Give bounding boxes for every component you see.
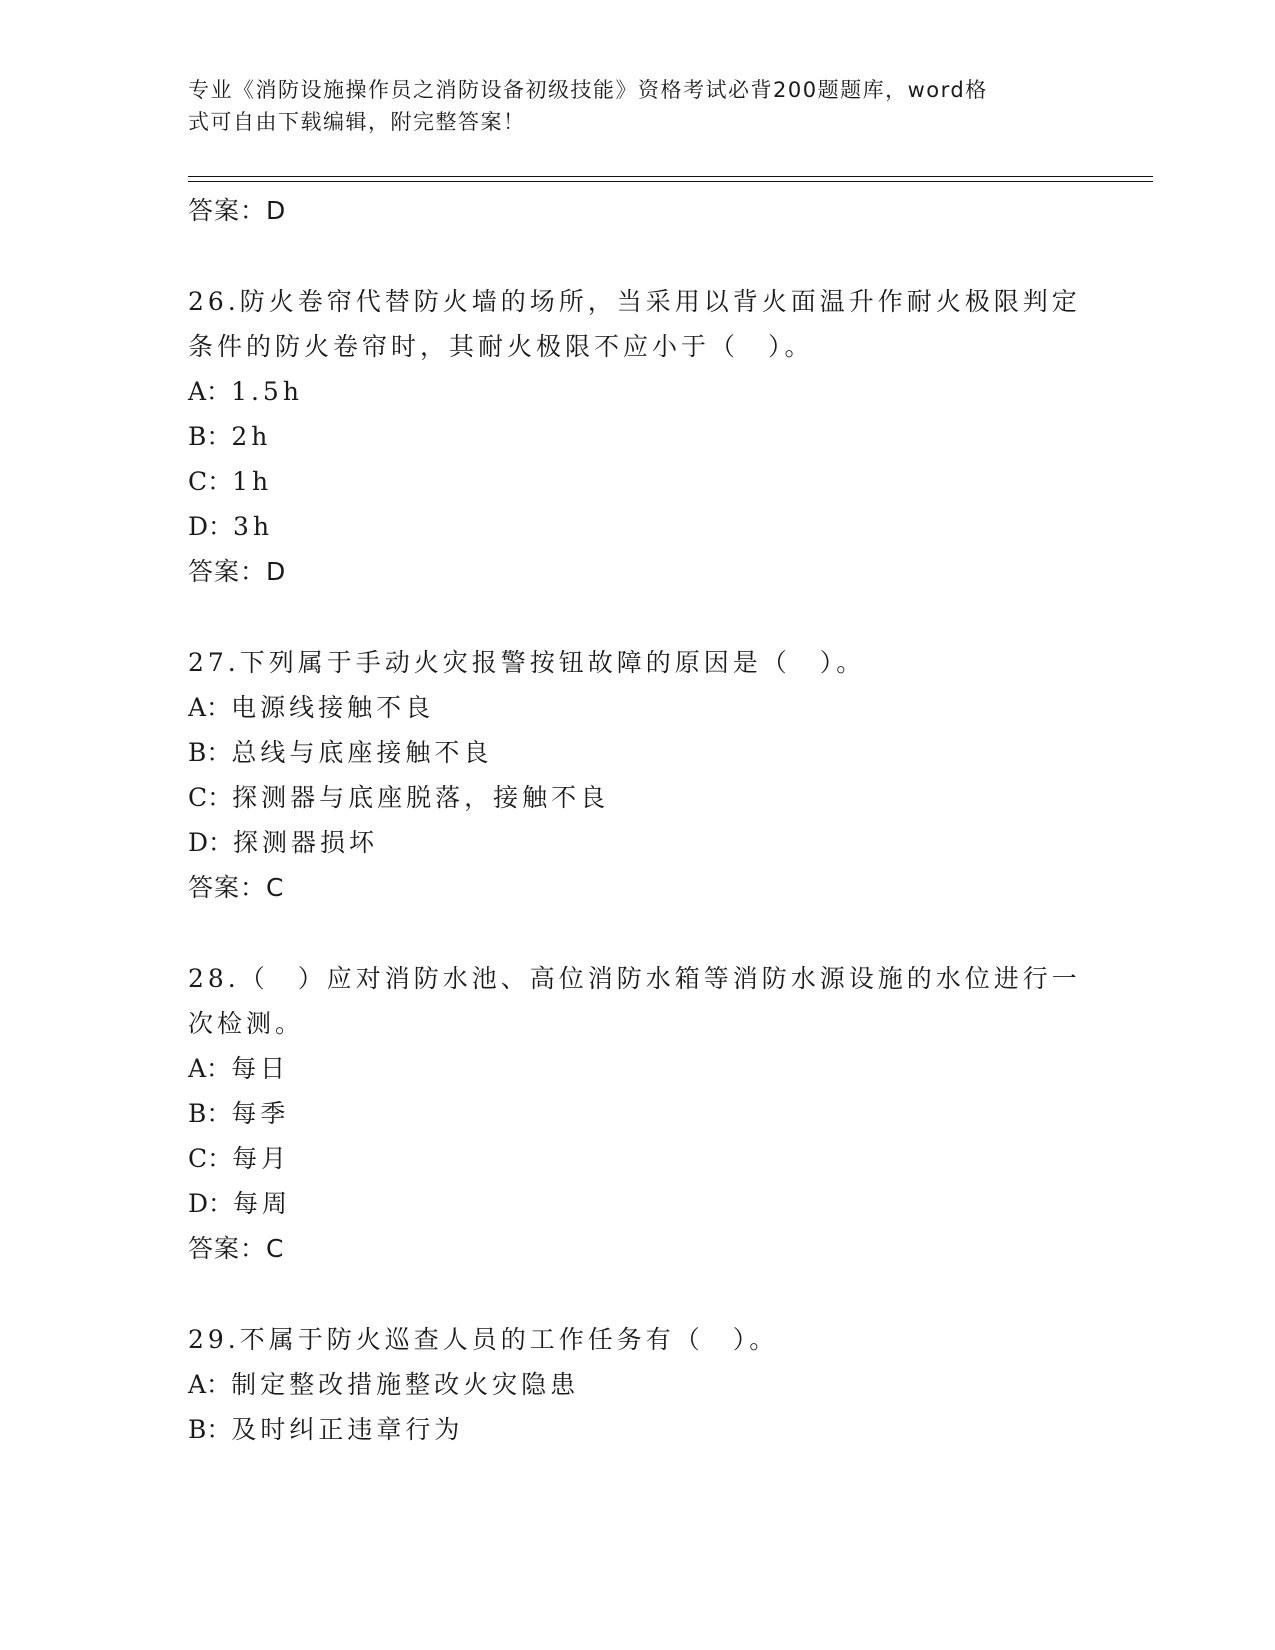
option-a: A：每日 — [188, 1054, 290, 1083]
question-text — [188, 640, 1088, 685]
option-c: C：1h — [188, 467, 273, 496]
option-d: D：探测器损坏 — [188, 828, 379, 857]
option-d: D：3h — [188, 512, 274, 541]
option-d: D：每周 — [188, 1189, 292, 1218]
answer: 答案：C — [188, 1234, 285, 1263]
question-stem: （ ）应对消防水池、高位消防水箱等消防水源设施的水位进行一次检测。 — [188, 964, 1081, 1038]
header-line-2: 式可自由下载编辑，附完整答案！ — [188, 110, 526, 134]
question-list — [188, 188, 1088, 1452]
question-number: 27. — [188, 648, 240, 677]
question-stem: 不属于防火巡查人员的工作任务有（ ）。 — [239, 1325, 779, 1354]
question-29 — [188, 1317, 1088, 1452]
option-a: A：制定整改措施整改火灾隐患 — [188, 1370, 580, 1399]
question-text — [188, 1317, 1088, 1362]
answer: 答案：C — [188, 873, 285, 902]
option-a: A：电源线接触不良 — [188, 693, 435, 722]
question-number: 26. — [188, 287, 240, 316]
question-28 — [188, 956, 1088, 1271]
previous-answer: 答案：D — [188, 196, 287, 225]
question-26 — [188, 279, 1088, 594]
question-text — [188, 956, 1088, 1046]
question-number: 29. — [188, 1325, 240, 1354]
question-stem: 下列属于手动火灾报警按钮故障的原因是（ ）。 — [239, 648, 866, 677]
option-c: C：探测器与底座脱落，接触不良 — [188, 783, 610, 812]
option-a: A：1.5h — [188, 377, 303, 406]
question-27 — [188, 640, 1088, 910]
option-b: B：总线与底座接触不良 — [188, 738, 493, 767]
header-divider — [188, 176, 1153, 177]
option-b: B：及时纠正违章行为 — [188, 1415, 464, 1444]
option-b: B：2h — [188, 422, 272, 451]
answer: 答案：D — [188, 557, 287, 586]
page-header — [188, 74, 1088, 138]
header-divider-double — [188, 181, 1153, 182]
question-stem: 防火卷帘代替防火墙的场所，当采用以背火面温升作耐火极限判定条件的防火卷帘时，其耐火极限不应小于（ ）。 — [188, 287, 1081, 361]
option-c: C：每月 — [188, 1144, 291, 1173]
question-number: 28. — [188, 964, 240, 993]
question-text — [188, 279, 1088, 369]
header-line-1: 专业《消防设施操作员之消防设备初级技能》资格考试必背200题题库，word格 — [188, 78, 988, 102]
option-b: B：每季 — [188, 1099, 290, 1128]
